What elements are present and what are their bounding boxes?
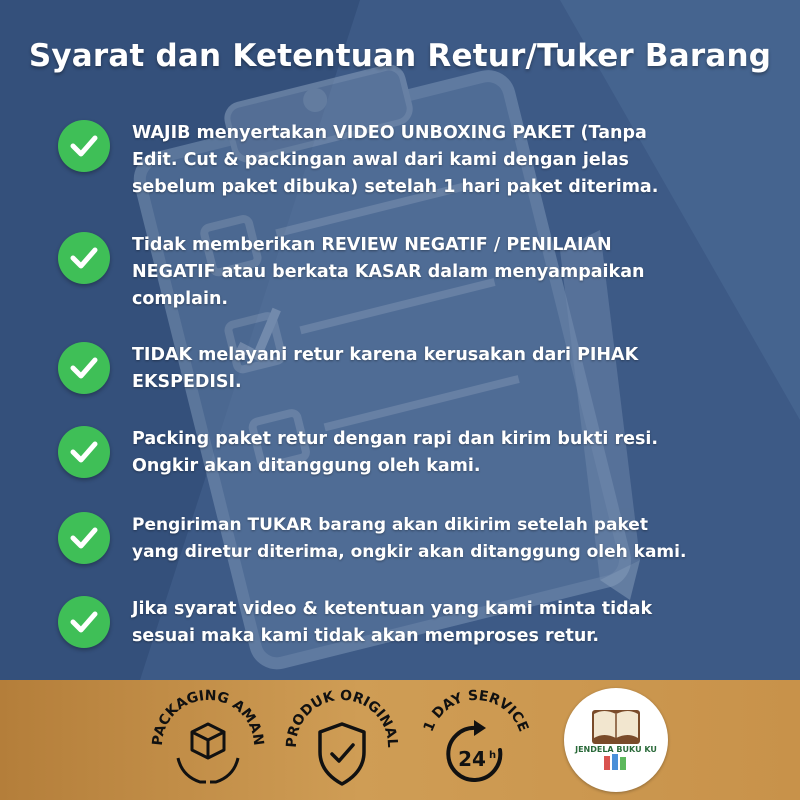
shield-check-icon (320, 724, 364, 784)
check-icon (58, 120, 110, 172)
check-icon (58, 342, 110, 394)
rule-text: Tidak memberikan REVIEW NEGATIF / PENILAIAN NEGATIF atau berkata KASAR dalam menyampaikan complain. (132, 235, 645, 309)
rule-text: WAJIB menyertakan VIDEO UNBOXING PAKET (Tanpa Edit. Cut & packingan awal dari kami dengan jelas sebelum paket dibuka) setelah 1 hari paket diterima. (132, 123, 659, 197)
packaging-badge-label: PACKAGING AMAN (149, 687, 267, 747)
check-icon (58, 232, 110, 284)
page-title: Syarat dan Ketentuan Retur/Tuker Barang (28, 38, 772, 74)
service-unit: h (489, 750, 497, 761)
service-hours: 24 (458, 747, 486, 771)
rule-item-1 (58, 120, 758, 201)
svg-text:PRODUK ORIGINAL (284, 688, 400, 748)
check-icon (58, 512, 110, 564)
svg-text:PACKAGING AMAN (150, 688, 266, 747)
box-hands-icon (178, 724, 238, 782)
rule-text: Packing paket retur dengan rapi dan kirim bukti resi. Ongkir akan ditanggung oleh kami. (132, 429, 659, 476)
rule-item-6 (58, 596, 758, 650)
rule-text: Jika syarat video & ketentuan yang kami minta tidak sesuai maka kami tidak akan memproses retur. (132, 599, 653, 646)
rule-item-4 (58, 426, 758, 480)
rule-item-5 (58, 512, 758, 566)
footer-band (0, 680, 800, 800)
logo-text: JENDELA BUKU KU (575, 745, 657, 754)
service-badge (416, 680, 536, 800)
packaging-badge (148, 680, 268, 800)
book-icon (592, 710, 640, 770)
check-icon (58, 596, 110, 648)
rule-item-2 (58, 232, 758, 313)
rule-item-3 (58, 342, 758, 396)
original-badge (282, 680, 402, 800)
rule-text: Pengiriman TUKAR barang akan dikirim setelah paket yang diretur diterima, ongkir akan ditanggung oleh kami. (132, 515, 687, 562)
clock-24h-icon (448, 720, 500, 780)
bookstore-logo (564, 688, 668, 792)
original-badge-label: PRODUK ORIGINAL (283, 687, 401, 749)
service-badge-label: 1 DAY SERVICE (420, 687, 532, 735)
check-icon (58, 426, 110, 478)
rule-text: TIDAK melayani retur karena kerusakan dari PIHAK EKSPEDISI. (132, 345, 639, 392)
